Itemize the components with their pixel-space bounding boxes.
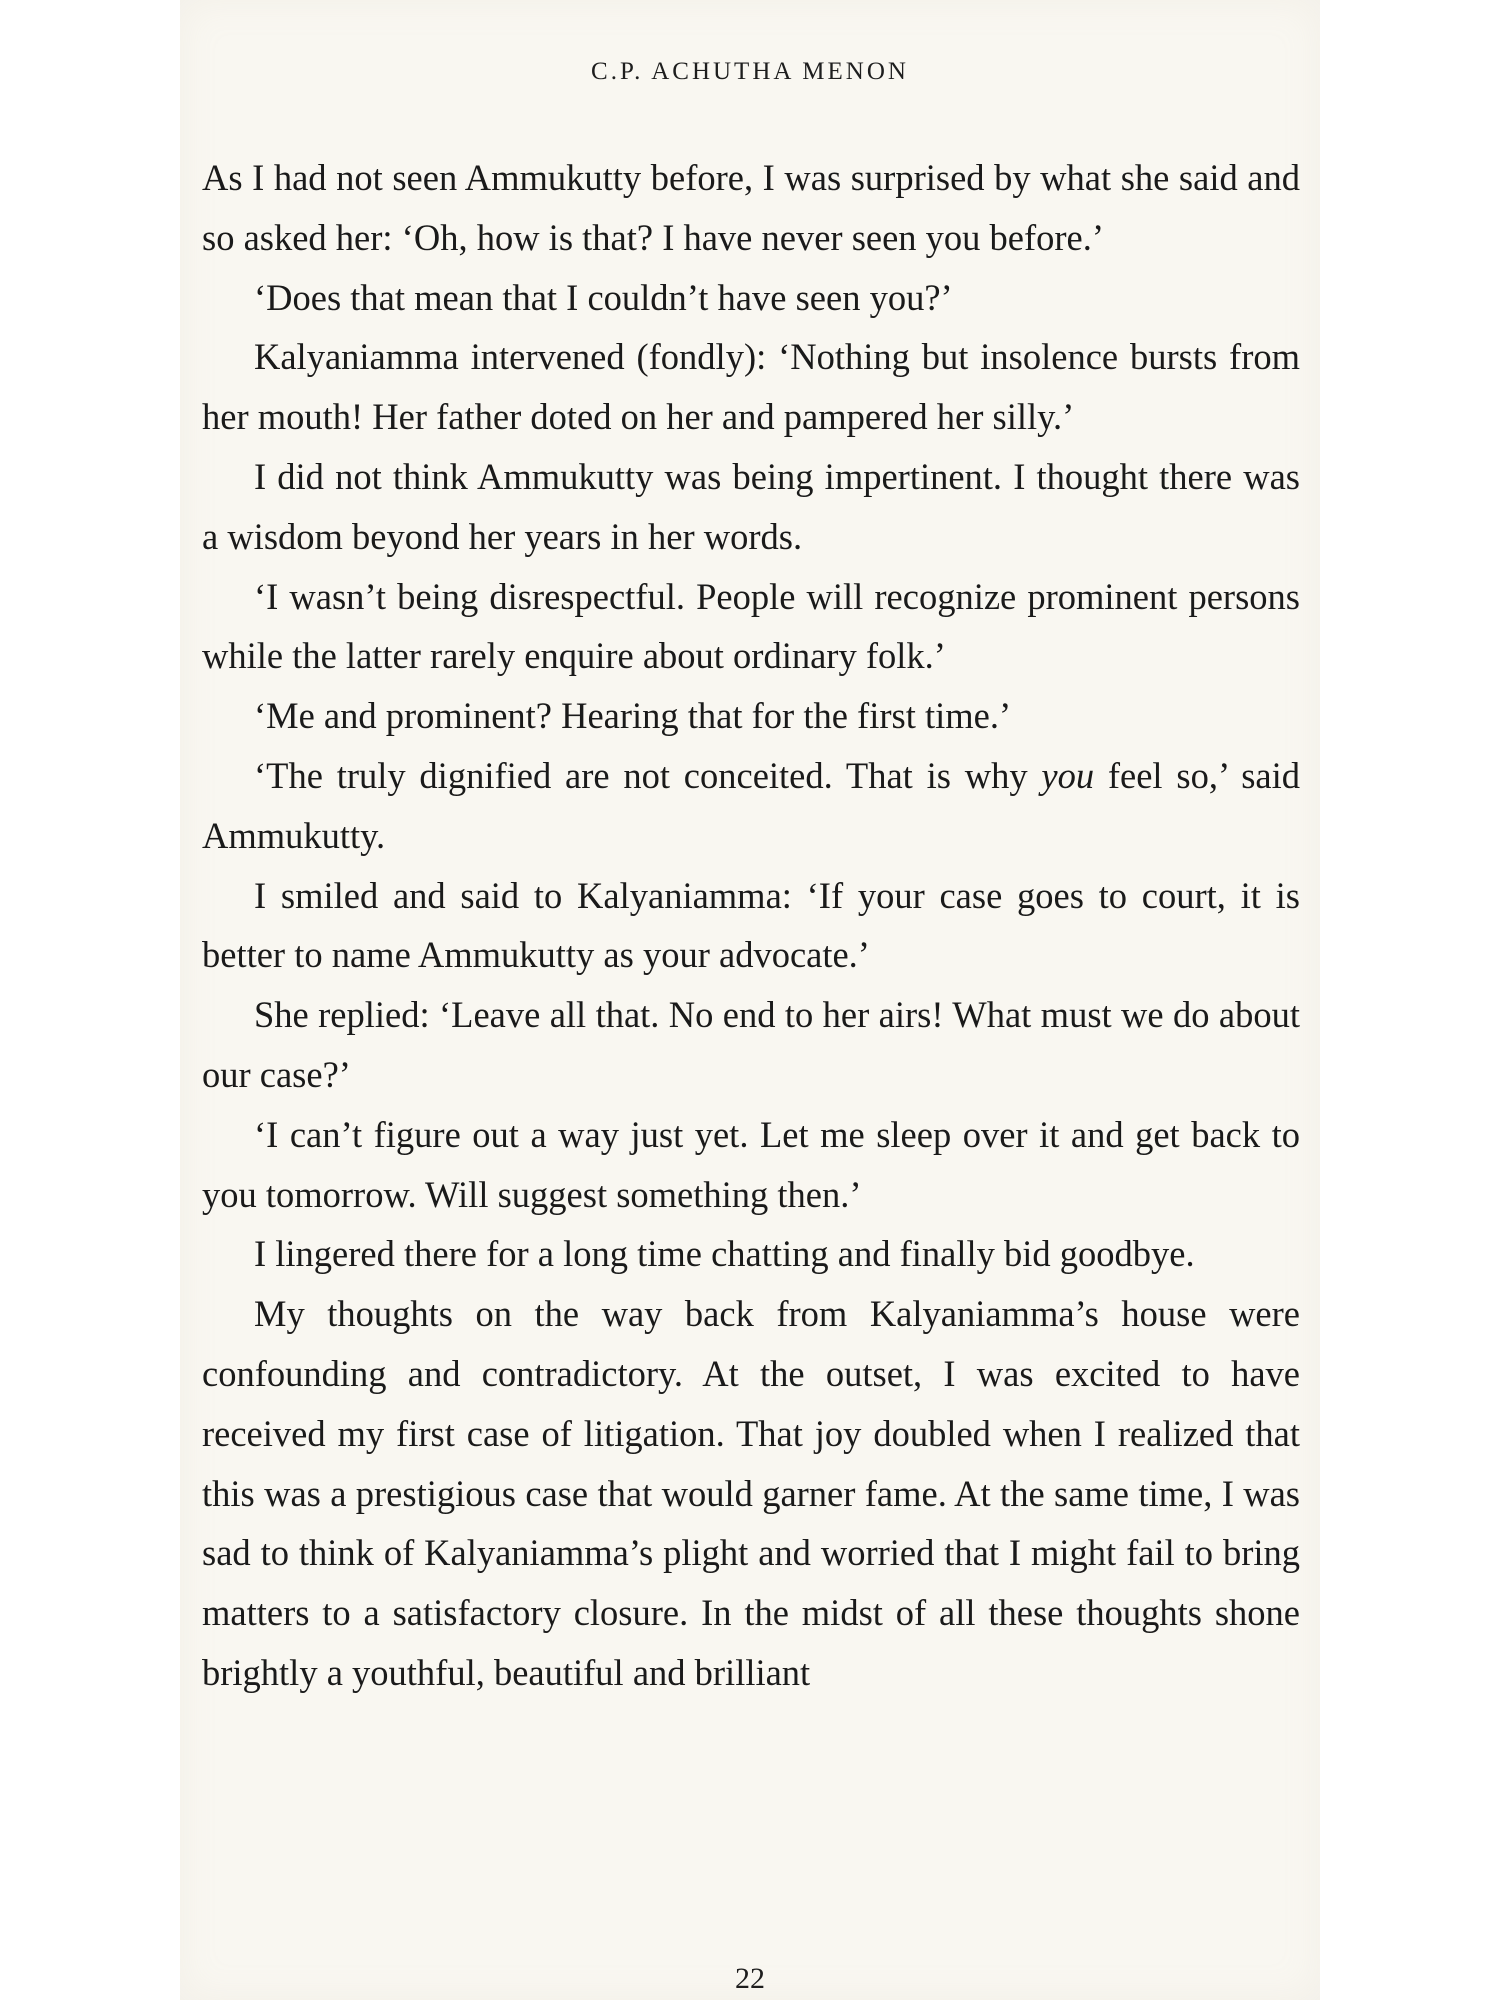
emphasis-text: you (1041, 754, 1095, 796)
paragraph: ‘I can’t figure out a way just yet. Let me sleep over it and get back to you tomorrow. Will suggest something then.’ (202, 1113, 1300, 1215)
book-page (180, 0, 1320, 2000)
paragraph (202, 746, 1300, 866)
paragraph-text: feel so,’ said Ammukutty. (202, 754, 1300, 856)
paragraph: As I had not seen Ammukutty before, I was surprised by what she said and so asked her: ‘Oh, how is that? I have never seen you before.’ (202, 157, 1300, 258)
paragraph: ‘Me and prominent? Hearing that for the first time.’ (254, 695, 1012, 737)
paragraph: I lingered there for a long time chatting and finally bid goodbye. (254, 1233, 1195, 1275)
paragraph: She replied: ‘Leave all that. No end to her airs! What must we do about our case?’ (202, 994, 1300, 1095)
paragraph: My thoughts on the way back from Kalyaniamma’s house were confounding and contradictory. At the outset, I was excited to have received my first case of litigation. That joy doubled when I realized that this was a prestigious case that would garner fame. At the same time, I was sad to think of Kalyaniamma’s plight and worried that I might fail to bring matters to a satisfactory closure. In the midst of all these thoughts shone brightly a youthful, beautiful and brilliant (202, 1293, 1300, 1693)
running-head: C.P. ACHUTHA MENON (591, 58, 909, 85)
paragraph: I did not think Ammukutty was being impertinent. I thought there was a wisdom beyond her years in her words. (202, 455, 1300, 557)
body-text (202, 148, 1300, 1703)
page-number: 22 (735, 1962, 765, 1995)
paragraph: I smiled and said to Kalyaniamma: ‘If your case goes to court, it is better to name Ammukutty as your advocate.’ (202, 874, 1300, 976)
paragraph-text: ‘The truly dignified are not conceited. That is why (254, 754, 1042, 796)
paragraph: ‘Does that mean that I couldn’t have seen you?’ (254, 276, 953, 318)
paragraph: ‘I wasn’t being disrespectful. People will recognize prominent persons while the latter rarely enquire about ordinary folk.’ (202, 575, 1300, 677)
paragraph: Kalyaniamma intervened (fondly): ‘Nothing but insolence bursts from her mouth! Her father doted on her and pampered her silly.’ (202, 336, 1300, 438)
